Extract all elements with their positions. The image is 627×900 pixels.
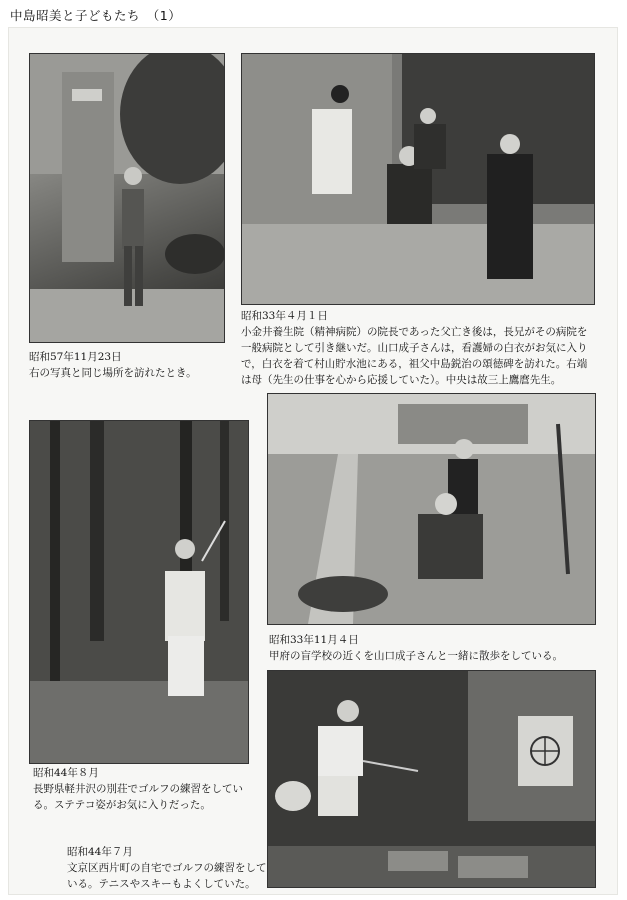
caption-4 [269,632,599,664]
caption-1 [29,349,229,381]
caption-text: 文京区西片町の自宅でゴルフの練習をしている。テニスやスキーもよくしていた。 [67,862,267,890]
caption-date: 昭和33年４月１日 [241,310,328,322]
caption-2 [241,308,597,388]
photo-walk-with-dog [267,393,596,625]
caption-3 [33,765,263,813]
photo-album-page [8,27,618,895]
caption-5 [67,844,267,892]
photo-group-at-monument [241,53,595,305]
caption-text: 右の写真と同じ場所を訪れたとき。 [29,367,197,379]
caption-text: 小金井養生院（精神病院）の院長であった父亡き後は，長兄がその病院を一般病院として引き継いだ。山口成子さんは，看護婦の白衣がお気に入りで，白衣を着て村山貯水池にある，祖父中島鋭治の頌徳碑を訪れた。右端は母（先生の仕事を心から応援していた）。中央は故三上鷹麿先生。 [241,326,588,386]
photo-golf-home [267,670,596,888]
caption-text: 甲府の盲学校の近くを山口成子さんと一緒に散歩をしている。 [269,650,563,662]
caption-text: 長野県軽井沢の別荘でゴルフの練習をしている。ステテコ姿がお気に入りだった。 [33,783,243,811]
caption-date: 昭和44年７月 [67,846,133,858]
page-title: 中島昭美と子どもたち （1） [10,8,182,23]
photo-golf-karuizawa [29,420,249,764]
photo-monument-visit [29,53,225,343]
caption-date: 昭和57年11月23日 [29,351,122,363]
caption-date: 昭和33年11月４日 [269,634,359,646]
caption-date: 昭和44年８月 [33,767,99,779]
